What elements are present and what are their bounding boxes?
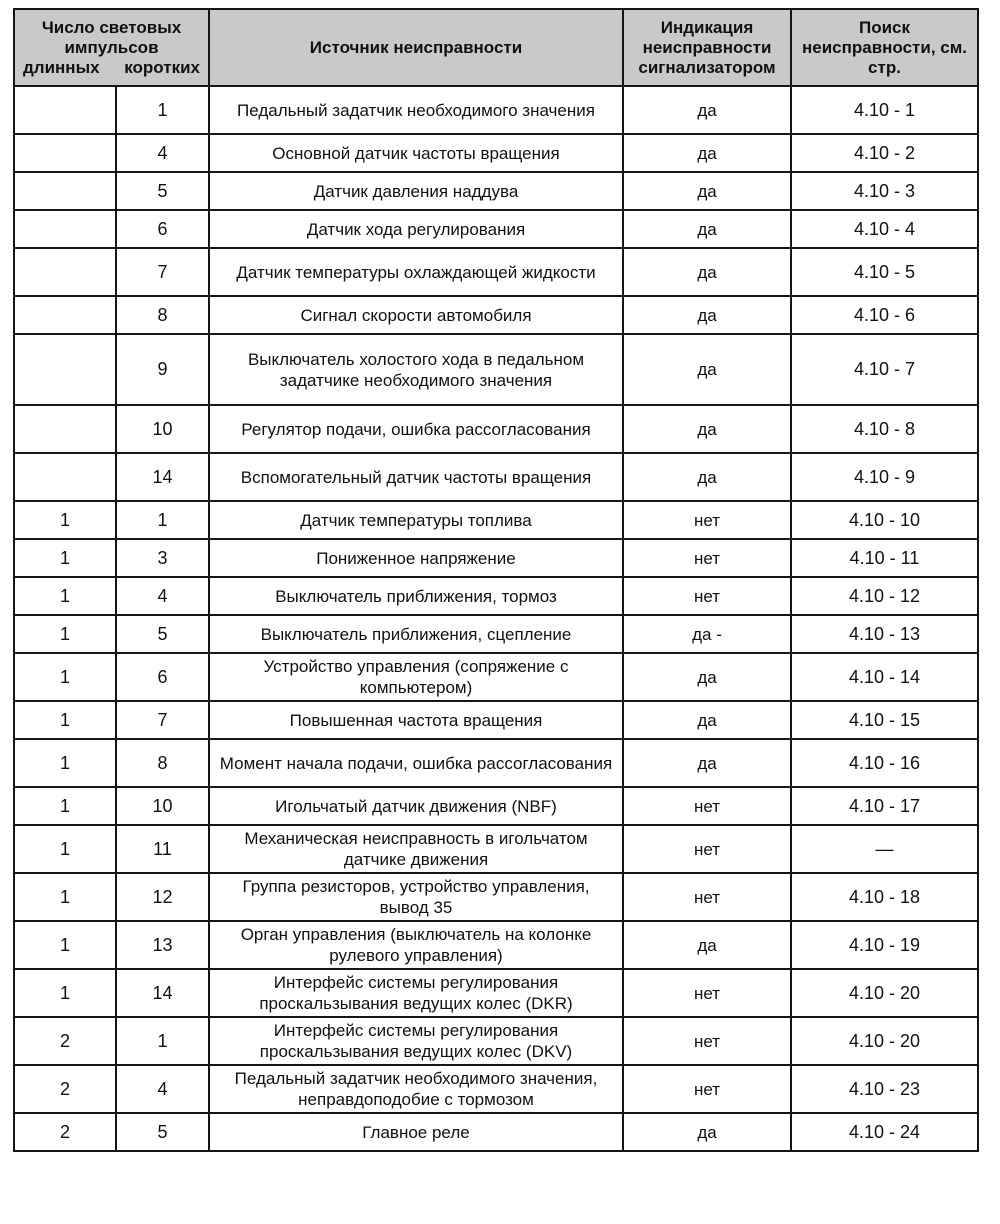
cell-indicator: да: [623, 405, 791, 453]
cell-fault-source: Момент начала подачи, ошибка рассогласования: [209, 739, 623, 787]
cell-short-pulses: 11: [116, 825, 209, 873]
cell-short-pulses: 5: [116, 172, 209, 210]
fault-code-table: [13, 8, 979, 1152]
cell-page-ref: 4.10 - 13: [791, 615, 978, 653]
cell-long-pulses: 1: [14, 653, 116, 701]
cell-fault-source: Игольчатый датчик движения (NBF): [209, 787, 623, 825]
cell-long-pulses: 1: [14, 921, 116, 969]
cell-indicator: да: [623, 210, 791, 248]
cell-fault-source: Педальный задатчик необходимого значения: [209, 86, 623, 134]
cell-short-pulses: 4: [116, 577, 209, 615]
cell-page-ref: 4.10 - 9: [791, 453, 978, 501]
cell-short-pulses: 1: [116, 86, 209, 134]
header-light-pulses: [14, 9, 209, 86]
cell-short-pulses: 4: [116, 134, 209, 172]
table-row: [14, 1065, 978, 1113]
table-header-row: [14, 9, 978, 86]
cell-page-ref: —: [791, 825, 978, 873]
cell-page-ref: 4.10 - 6: [791, 296, 978, 334]
cell-short-pulses: 5: [116, 615, 209, 653]
cell-long-pulses: 2: [14, 1017, 116, 1065]
cell-long-pulses: [14, 296, 116, 334]
cell-short-pulses: 8: [116, 296, 209, 334]
cell-fault-source: Выключатель приближения, тормоз: [209, 577, 623, 615]
table-row: [14, 501, 978, 539]
table-row: [14, 248, 978, 296]
cell-fault-source: Педальный задатчик необходимого значения, неправдоподобие с тормозом: [209, 1065, 623, 1113]
cell-indicator: нет: [623, 873, 791, 921]
header-pulses-long: длинных: [23, 57, 100, 77]
cell-page-ref: 4.10 - 3: [791, 172, 978, 210]
cell-fault-source: Основной датчик частоты вращения: [209, 134, 623, 172]
table-row: [14, 873, 978, 921]
cell-fault-source: Выключатель приближения, сцепление: [209, 615, 623, 653]
table-row: [14, 739, 978, 787]
cell-page-ref: 4.10 - 14: [791, 653, 978, 701]
fault-code-table-page: [13, 8, 977, 1152]
table-row: [14, 653, 978, 701]
table-row: [14, 1113, 978, 1151]
cell-long-pulses: [14, 86, 116, 134]
cell-long-pulses: [14, 453, 116, 501]
cell-short-pulses: 7: [116, 701, 209, 739]
cell-long-pulses: 1: [14, 969, 116, 1017]
table-row: [14, 921, 978, 969]
cell-long-pulses: 1: [14, 873, 116, 921]
cell-fault-source: Регулятор подачи, ошибка рассогласования: [209, 405, 623, 453]
cell-long-pulses: [14, 405, 116, 453]
cell-fault-source: Выключатель холостого хода в педальном задатчике необходимого значения: [209, 334, 623, 405]
cell-fault-source: Датчик температуры охлаждающей жидкости: [209, 248, 623, 296]
cell-page-ref: 4.10 - 7: [791, 334, 978, 405]
cell-indicator: да: [623, 172, 791, 210]
cell-long-pulses: [14, 248, 116, 296]
table-row: [14, 701, 978, 739]
cell-indicator: да: [623, 739, 791, 787]
cell-indicator: да: [623, 921, 791, 969]
cell-short-pulses: 10: [116, 405, 209, 453]
cell-fault-source: Интерфейс системы регулирования проскальзывания ведущих колес (DKV): [209, 1017, 623, 1065]
header-indicator: Индикация неисправности сигнализатором: [623, 9, 791, 86]
cell-long-pulses: 2: [14, 1113, 116, 1151]
cell-long-pulses: [14, 210, 116, 248]
cell-page-ref: 4.10 - 5: [791, 248, 978, 296]
cell-page-ref: 4.10 - 19: [791, 921, 978, 969]
cell-long-pulses: 2: [14, 1065, 116, 1113]
cell-page-ref: 4.10 - 8: [791, 405, 978, 453]
cell-long-pulses: 1: [14, 501, 116, 539]
table-row: [14, 825, 978, 873]
cell-long-pulses: 1: [14, 787, 116, 825]
cell-long-pulses: 1: [14, 577, 116, 615]
cell-short-pulses: 14: [116, 969, 209, 1017]
cell-indicator: да: [623, 453, 791, 501]
cell-indicator: нет: [623, 501, 791, 539]
cell-short-pulses: 6: [116, 653, 209, 701]
cell-indicator: да: [623, 248, 791, 296]
cell-indicator: да: [623, 296, 791, 334]
cell-page-ref: 4.10 - 23: [791, 1065, 978, 1113]
cell-indicator: да: [623, 134, 791, 172]
table-row: [14, 1017, 978, 1065]
cell-short-pulses: 1: [116, 1017, 209, 1065]
header-pulses-short: коротких: [124, 57, 200, 77]
table-row: [14, 210, 978, 248]
cell-short-pulses: 1: [116, 501, 209, 539]
cell-long-pulses: [14, 334, 116, 405]
table-row: [14, 453, 978, 501]
cell-short-pulses: 8: [116, 739, 209, 787]
cell-indicator: нет: [623, 969, 791, 1017]
cell-fault-source: Пониженное напряжение: [209, 539, 623, 577]
cell-short-pulses: 9: [116, 334, 209, 405]
cell-long-pulses: [14, 172, 116, 210]
cell-short-pulses: 10: [116, 787, 209, 825]
cell-short-pulses: 7: [116, 248, 209, 296]
cell-indicator: да: [623, 86, 791, 134]
cell-fault-source: Сигнал скорости автомобиля: [209, 296, 623, 334]
table-row: [14, 172, 978, 210]
cell-fault-source: Датчик хода регулирования: [209, 210, 623, 248]
table-row: [14, 405, 978, 453]
cell-long-pulses: [14, 134, 116, 172]
table-row: [14, 577, 978, 615]
cell-short-pulses: 6: [116, 210, 209, 248]
cell-indicator: да: [623, 653, 791, 701]
cell-fault-source: Главное реле: [209, 1113, 623, 1151]
cell-indicator: да: [623, 334, 791, 405]
cell-long-pulses: 1: [14, 701, 116, 739]
cell-fault-source: Группа резисторов, устройство управления, вывод 35: [209, 873, 623, 921]
cell-page-ref: 4.10 - 15: [791, 701, 978, 739]
table-row: [14, 134, 978, 172]
cell-page-ref: 4.10 - 1: [791, 86, 978, 134]
table-row: [14, 615, 978, 653]
cell-long-pulses: 1: [14, 615, 116, 653]
cell-indicator: нет: [623, 825, 791, 873]
cell-indicator: нет: [623, 1017, 791, 1065]
cell-indicator: да: [623, 701, 791, 739]
table-row: [14, 334, 978, 405]
cell-indicator: нет: [623, 539, 791, 577]
cell-fault-source: Датчик давления наддува: [209, 172, 623, 210]
table-row: [14, 539, 978, 577]
cell-page-ref: 4.10 - 10: [791, 501, 978, 539]
cell-fault-source: Орган управления (выключатель на колонке рулевого управления): [209, 921, 623, 969]
cell-page-ref: 4.10 - 4: [791, 210, 978, 248]
cell-long-pulses: 1: [14, 739, 116, 787]
cell-page-ref: 4.10 - 2: [791, 134, 978, 172]
cell-short-pulses: 13: [116, 921, 209, 969]
cell-fault-source: Устройство управления (сопряжение с компьютером): [209, 653, 623, 701]
cell-short-pulses: 3: [116, 539, 209, 577]
cell-fault-source: Механическая неисправность в игольчатом датчике движения: [209, 825, 623, 873]
cell-long-pulses: 1: [14, 539, 116, 577]
cell-page-ref: 4.10 - 24: [791, 1113, 978, 1151]
cell-page-ref: 4.10 - 20: [791, 1017, 978, 1065]
cell-indicator: да: [623, 1113, 791, 1151]
header-page-ref: Поиск неисправности, см. стр.: [791, 9, 978, 86]
cell-fault-source: Датчик температуры топлива: [209, 501, 623, 539]
header-pulses-title: Число световых импульсов: [41, 17, 182, 57]
cell-short-pulses: 4: [116, 1065, 209, 1113]
cell-indicator: нет: [623, 577, 791, 615]
header-fault-source: Источник неисправности: [209, 9, 623, 86]
table-row: [14, 787, 978, 825]
table-row: [14, 86, 978, 134]
cell-page-ref: 4.10 - 17: [791, 787, 978, 825]
cell-fault-source: Интерфейс системы регулирования проскальзывания ведущих колес (DKR): [209, 969, 623, 1017]
cell-page-ref: 4.10 - 18: [791, 873, 978, 921]
cell-long-pulses: 1: [14, 825, 116, 873]
table-row: [14, 969, 978, 1017]
cell-fault-source: Вспомогательный датчик частоты вращения: [209, 453, 623, 501]
cell-indicator: нет: [623, 1065, 791, 1113]
cell-page-ref: 4.10 - 20: [791, 969, 978, 1017]
cell-short-pulses: 14: [116, 453, 209, 501]
cell-page-ref: 4.10 - 16: [791, 739, 978, 787]
cell-page-ref: 4.10 - 11: [791, 539, 978, 577]
cell-page-ref: 4.10 - 12: [791, 577, 978, 615]
cell-short-pulses: 12: [116, 873, 209, 921]
cell-short-pulses: 5: [116, 1113, 209, 1151]
cell-indicator: да -: [623, 615, 791, 653]
cell-indicator: нет: [623, 787, 791, 825]
table-row: [14, 296, 978, 334]
cell-fault-source: Повышенная частота вращения: [209, 701, 623, 739]
